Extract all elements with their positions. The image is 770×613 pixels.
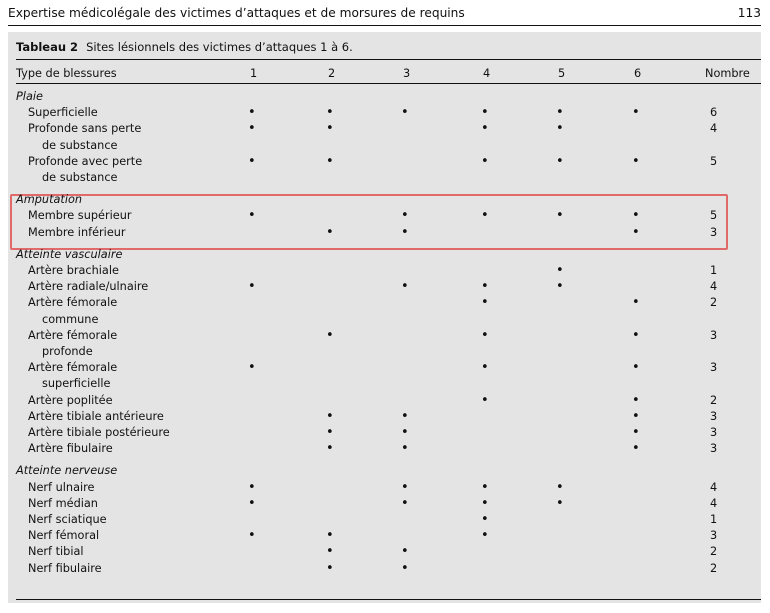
table-top-rule [16,59,761,60]
column-header-victim-3: 3 [403,67,411,80]
lesion-dot: • [401,479,409,495]
lesion-dot: • [326,224,334,240]
column-header-victim-4: 4 [483,67,491,80]
lesion-dot: • [632,153,640,169]
lesion-dot: • [326,121,334,137]
lesion-dot: • [481,279,489,295]
row-label: Nerf fémoral [28,529,100,543]
lesion-dot: • [401,224,409,240]
lesion-dot: • [248,153,256,169]
row-label: Nerf ulnaire [28,480,95,494]
row-count: 2 [710,545,718,559]
row-label: Membre supérieur [28,209,132,223]
lesion-dot: • [401,408,409,424]
row-label: Profonde avec perte [28,154,143,168]
lesion-dot: • [248,121,256,137]
lesion-dot: • [326,425,334,440]
lesion-dot: • [632,441,640,457]
row-label: Membre inférieur [28,225,126,239]
lesion-dot: • [401,279,409,295]
row-label: Artère tibiale postérieure [28,426,170,439]
data-table [8,32,761,603]
lesion-dot: • [326,528,334,544]
section-title: Amputation [16,193,83,207]
lesion-dot: • [632,408,640,424]
row-count: 4 [710,480,718,494]
lesion-dot: • [326,153,334,169]
row-label: Artère poplitée [28,393,113,407]
running-title: Expertise médicolégale des victimes d’attaques et de morsures de requins [8,6,465,20]
column-header-victim-1: 1 [250,67,258,80]
row-label: Artère fémorale [28,361,118,375]
row-count: 5 [710,209,718,223]
section-title: Atteinte nerveuse [16,464,118,478]
lesion-dot: • [326,105,334,121]
lesion-dot: • [481,528,489,544]
table-header-rule [16,83,761,84]
row-label: Nerf tibial [28,545,84,559]
row-count: 4 [710,496,718,510]
row-label-continuation: de substance [42,138,118,152]
lesion-dot: • [556,121,564,137]
lesion-dot: • [401,425,409,440]
lesion-dot: • [632,392,640,408]
lesion-dot: • [632,327,640,343]
lesion-dot: • [632,224,640,240]
lesion-dot: • [632,295,640,311]
lesion-dot: • [632,425,640,440]
lesion-dot: • [481,327,489,343]
table-caption-text: Sites lésionnels des victimes d’attaques 1 à 6. [86,40,353,54]
row-label: Profonde sans perte [28,122,142,136]
lesion-dot: • [401,441,409,457]
lesion-dot: • [481,153,489,169]
row-label: Superficielle [28,106,98,120]
row-label: Artère radiale/ulnaire [28,280,149,294]
lesion-dot: • [401,560,409,576]
lesion-dot: • [632,208,640,224]
lesion-dot: • [248,528,256,544]
lesion-dot: • [326,560,334,576]
column-header-victim-6: 6 [634,67,642,80]
page-number: 113 [737,6,761,20]
column-header-victim-5: 5 [558,67,566,80]
lesion-dot: • [326,544,334,560]
lesion-dot: • [481,295,489,311]
lesion-dot: • [481,495,489,511]
row-label-continuation: commune [42,312,99,326]
table-caption-label: Tableau 2 [16,40,79,54]
row-label: Nerf médian [28,496,98,510]
running-header [8,6,761,26]
row-label-continuation: de substance [42,171,118,184]
lesion-dot: • [481,360,489,376]
lesion-dot: • [481,392,489,408]
lesion-dot: • [248,360,256,376]
row-label: Artère fémorale [28,328,118,342]
column-header-victim-2: 2 [328,67,336,80]
row-count: 1 [710,513,718,526]
lesion-dot: • [248,105,256,121]
lesion-dot: • [326,327,334,343]
lesion-dot: • [556,263,564,278]
lesion-dot: • [556,479,564,495]
row-label-continuation: profonde [42,345,93,358]
lesion-dot: • [632,360,640,376]
row-count: 6 [710,106,718,120]
row-label-continuation: superficielle [42,377,111,391]
table-caption [16,40,353,54]
lesion-dot: • [556,495,564,511]
lesion-dot: • [401,208,409,224]
row-count: 4 [710,280,718,294]
row-label: Artère brachiale [28,264,119,277]
section-title: Atteinte vasculaire [16,247,123,261]
lesion-dot: • [326,441,334,457]
lesion-dot: • [632,105,640,121]
row-count: 3 [710,442,718,456]
row-label: Artère fibulaire [28,442,113,456]
row-count: 3 [710,328,718,342]
table-bottom-rule [16,599,761,600]
lesion-dot: • [556,279,564,295]
lesion-dot: • [248,208,256,224]
row-count: 5 [710,154,718,168]
row-count: 1 [710,264,718,277]
row-count: 2 [710,393,718,407]
row-count: 2 [710,296,718,310]
lesion-dot: • [401,105,409,121]
row-count: 4 [710,122,718,136]
lesion-dot: • [401,544,409,560]
row-label: Nerf fibulaire [28,561,102,575]
row-label: Nerf sciatique [28,513,107,526]
row-count: 3 [710,426,718,439]
row-label: Artère tibiale antérieure [28,409,164,423]
lesion-dot: • [248,479,256,495]
lesion-dot: • [556,153,564,169]
section-title: Plaie [16,90,43,103]
row-count: 3 [710,409,718,423]
lesion-dot: • [248,279,256,295]
row-count: 3 [710,361,718,375]
lesion-dot: • [481,121,489,137]
row-count: 2 [710,561,718,575]
lesion-dot: • [481,479,489,495]
lesion-dot: • [481,105,489,121]
column-header-type: Type de blessures [16,67,117,80]
row-count: 3 [710,529,718,543]
lesion-dot: • [401,495,409,511]
lesion-dot: • [481,512,489,527]
row-label: Artère fémorale [28,296,118,310]
row-count: 3 [710,225,718,239]
lesion-dot: • [481,208,489,224]
lesion-dot: • [556,208,564,224]
lesion-dot: • [326,408,334,424]
column-header-count: Nombre [705,67,750,80]
lesion-dot: • [556,105,564,121]
lesion-dot: • [248,495,256,511]
